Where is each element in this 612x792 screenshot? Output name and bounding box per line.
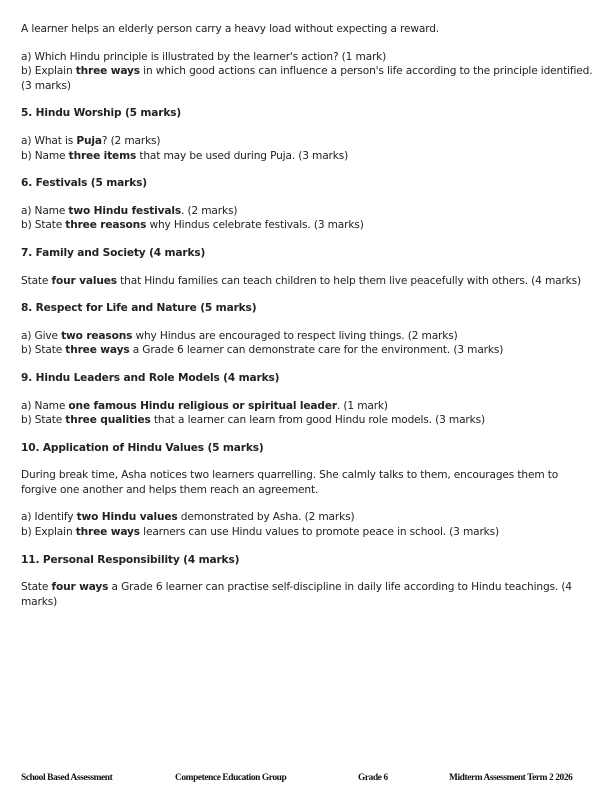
footer-assessment-type: School Based Assessment bbox=[21, 773, 113, 783]
question-8a: a) Give two reasons why Hindus are encouraged to respect living things. (2 marks) bbox=[21, 329, 458, 342]
page-footer bbox=[21, 773, 598, 785]
section-heading-application-values: 10. Application of Hindu Values (5 marks) bbox=[21, 441, 264, 454]
section-heading-family-society: 7. Family and Society (4 marks) bbox=[21, 246, 206, 259]
question-8b: b) State three ways a Grade 6 learner can demonstrate care for the environment. (3 marks) bbox=[21, 344, 504, 357]
footer-term: Midterm Assessment Term 2 2026 bbox=[449, 773, 573, 783]
question-10b: b) Explain three ways learners can use Hindu values to promote peace in school. (3 marks) bbox=[21, 526, 500, 539]
question-6a: a) Name two Hindu festivals. (2 marks) bbox=[21, 204, 238, 217]
question-10-scenario: During break time, Asha notices two learners quarrelling. She calmly talks to them, encourages them to forgive one another and helps them reach an agreement. bbox=[21, 469, 559, 496]
section-heading-leaders-role-models: 9. Hindu Leaders and Role Models (4 marks) bbox=[21, 371, 280, 384]
exam-page-body bbox=[21, 22, 596, 609]
question-10a: a) Identify two Hindu values demonstrated by Asha. (2 marks) bbox=[21, 511, 355, 524]
question-9b: b) State three qualities that a learner can learn from good Hindu role models. (3 marks) bbox=[21, 414, 485, 427]
question-11: State four ways a Grade 6 learner can practise self-discipline in daily life according to Hindu teachings. (4 marks) bbox=[21, 581, 572, 608]
question-6b: b) State three reasons why Hindus celebrate festivals. (3 marks) bbox=[21, 219, 364, 232]
scenario-text: A learner helps an elderly person carry a heavy load without expecting a reward. bbox=[21, 23, 440, 35]
question-5b: b) Name three items that may be used during Puja. (3 marks) bbox=[21, 149, 349, 162]
section-heading-respect-life-nature: 8. Respect for Life and Nature (5 marks) bbox=[21, 302, 257, 315]
question-9a: a) Name one famous Hindu religious or spiritual leader. (1 mark) bbox=[21, 399, 388, 412]
question-5a: a) What is Puja? (2 marks) bbox=[21, 134, 161, 147]
footer-grade: Grade 6 bbox=[358, 773, 388, 783]
section-heading-personal-responsibility: 11. Personal Responsibility (4 marks) bbox=[21, 553, 240, 566]
footer-publisher: Competence Education Group bbox=[175, 773, 287, 783]
question-7: State four values that Hindu families can teach children to help them live peacefully with others. (4 marks) bbox=[21, 274, 582, 287]
question-4b: b) Explain three ways in which good actions can influence a person's life according to the principle identified. (3 marks) bbox=[21, 65, 593, 92]
section-heading-festivals: 6. Festivals (5 marks) bbox=[21, 177, 147, 190]
section-heading-hindu-worship: 5. Hindu Worship (5 marks) bbox=[21, 107, 182, 120]
question-4a: a) Which Hindu principle is illustrated by the learner's action? (1 mark) bbox=[21, 50, 387, 63]
